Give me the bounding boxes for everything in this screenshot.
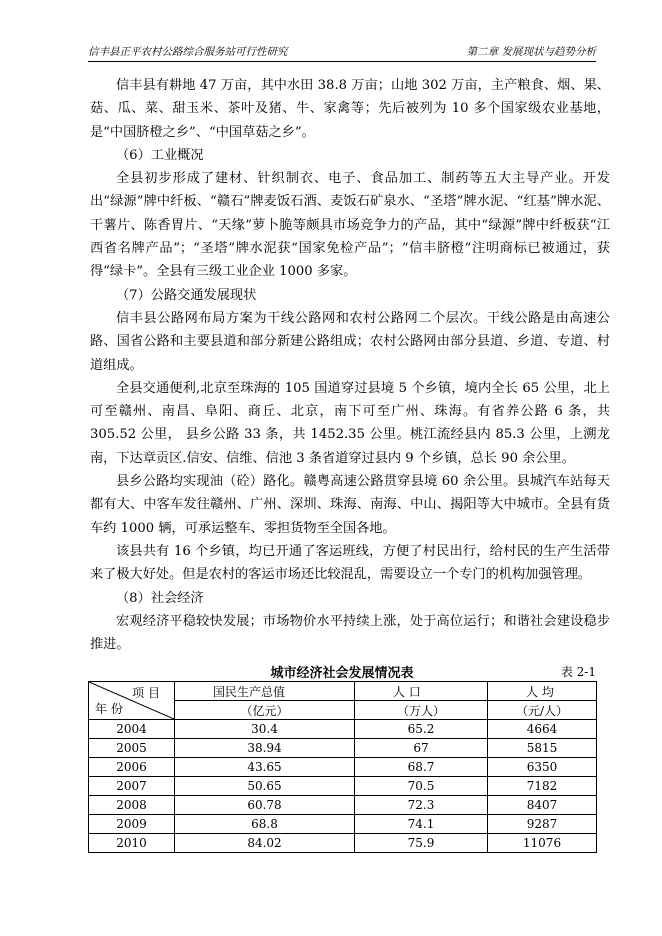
header-doc-title: 信丰县正平农村公路综合服务站可行性研究 [88, 46, 288, 58]
heading-transport: （7）公路交通发展现状 [116, 287, 257, 303]
cell-population: 70.5 [355, 777, 488, 796]
cell-year: 2006 [89, 758, 175, 777]
cell-population: 68.7 [355, 758, 488, 777]
paragraph-industry: 全县初步形成了建材、针织制衣、电子、食品加工、制药等五大主导产业。开发出“绿源”牌中纤板、“赣石”牌麦饭石酒、麦饭石矿泉水、“圣塔”牌水泥、“红基”牌水泥、干薯片、陈香胃片、“天缘”萝卜脆等颇具市场竞争力的产品，其中“绿源”牌中纤板获“江西省名牌产品”；“圣塔”牌水泥获“国家免检产品”；“信丰脐橙”注明商标已被通过，获得“绿卡”。全县有三级工业企业 1000 多家。 [90, 171, 610, 280]
page-header [88, 44, 596, 60]
cell-year: 2007 [89, 777, 175, 796]
paragraph-agriculture: 信丰县有耕地 47 万亩，其中水田 38.8 万亩；山地 302 万亩，主产粮食、烟、果、菇、瓜、菜、甜玉米、茶叶及猪、牛、家禽等；先后被列为 10 多个国家级农业基地，是“中国脐橙之乡”、“中国草菇之乡”。 [90, 78, 610, 140]
heading-industry: （6）工业概况 [116, 147, 204, 163]
header-chapter: 第二章 发展现状与趋势分析 [466, 46, 596, 58]
cell-per-capita: 5815 [488, 739, 597, 758]
table-title-row [88, 662, 596, 682]
column-header-per-capita: 人 均 [488, 682, 597, 701]
cell-gdp: 68.8 [175, 815, 355, 834]
cell-year: 2009 [89, 815, 175, 834]
cell-year: 2004 [89, 720, 175, 739]
table-row [89, 720, 597, 739]
cell-per-capita: 11076 [488, 834, 597, 853]
paragraph-traffic: 全县交通便利,北京至珠海的 105 国道穿过县境 5 个乡镇，境内全长 65 公里，北上可至赣州、南昌、阜阳、商丘、北京，南下可至广州、珠海。有省养公路 6 条，共 305.52 公里， 县乡公路 33 条，共 1452.35 公里。桃江流经县内 85.3 公里，上溯龙南，下达章贡区.信安、信维、信池 3 条省道穿过县内 9 个乡镇，总长 90 余公里。 [90, 380, 610, 466]
paragraph-economy: 宏观经济平稳较快发展；市场物价水平持续上涨，处于高位运行；和谐社会建设稳步推进。 [90, 613, 610, 653]
column-unit-gdp: （亿元） [175, 701, 355, 720]
cell-gdp: 30.4 [175, 720, 355, 739]
cell-population: 67 [355, 739, 488, 758]
cell-per-capita: 7182 [488, 777, 597, 796]
cell-per-capita: 9287 [488, 815, 597, 834]
body-text [90, 74, 610, 656]
cell-gdp: 50.65 [175, 777, 355, 796]
paragraph-townships: 该县共有 16 个乡镇，均已开通了客运班线，方便了村民出行，给村民的生产生活带来了极大好处。但是农村的客运市场还比较混乱，需要设立一个专门的机构加强管理。 [90, 543, 610, 583]
cell-per-capita: 8407 [488, 796, 597, 815]
cell-population: 72.3 [355, 796, 488, 815]
table-row [89, 739, 597, 758]
table-row [89, 758, 597, 777]
cell-per-capita: 4664 [488, 720, 597, 739]
table-row [89, 834, 597, 853]
column-unit-population: （万人） [355, 701, 488, 720]
cell-gdp: 43.65 [175, 758, 355, 777]
table-caption: 城市经济社会发展情况表 [270, 666, 414, 681]
cell-gdp: 84.02 [175, 834, 355, 853]
cell-per-capita: 6350 [488, 758, 597, 777]
table-row [89, 777, 597, 796]
cell-year: 2008 [89, 796, 175, 815]
heading-economy: （8）社会经济 [116, 590, 204, 606]
paragraph-road-network: 信丰县公路网布局方案为干线公路网和农村公路网二个层次。干线公路是由高速公路、国省公路和主要县道和部分新建公路组成；农村公路网由部分县道、乡道、专道、村道组成。 [90, 310, 610, 373]
header-rule [88, 61, 596, 62]
table-row [89, 796, 597, 815]
corner-label-year: 年 份 [95, 702, 123, 716]
column-header-gdp: 国民生产总值 [175, 682, 355, 701]
column-header-population: 人 口 [355, 682, 488, 701]
table-row [89, 815, 597, 834]
column-unit-per-capita: （元/人） [488, 701, 597, 720]
cell-population: 74.1 [355, 815, 488, 834]
cell-gdp: 60.78 [175, 796, 355, 815]
corner-label-item: 项 目 [132, 686, 160, 700]
cell-year: 2005 [89, 739, 175, 758]
cell-population: 65.2 [355, 720, 488, 739]
table-number: 表 2-1 [560, 665, 596, 679]
cell-year: 2010 [89, 834, 175, 853]
economy-table [88, 681, 597, 853]
paragraph-county-roads: 县乡公路均实现油（砼）路化。赣粤高速公路贯穿县境 60 余公里。县城汽车站每天都有大、中客车发往赣州、广州、深圳、珠海、南海、中山、揭阳等大中城市。全县有货车约 1000 辆，可承运整车、零担货物至全国各地。 [90, 474, 610, 536]
table-corner-cell [89, 682, 175, 720]
cell-population: 75.9 [355, 834, 488, 853]
cell-gdp: 38.94 [175, 739, 355, 758]
